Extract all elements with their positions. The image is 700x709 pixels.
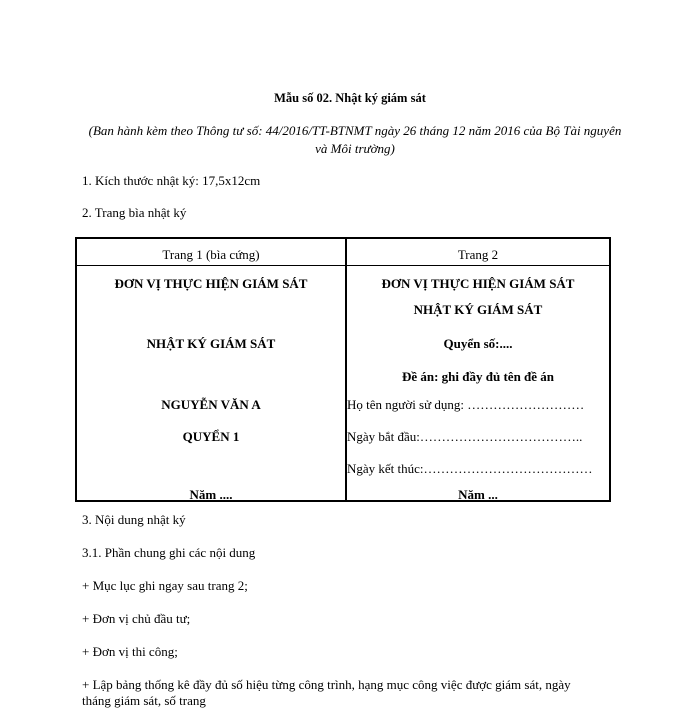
- cover-table: [75, 237, 611, 502]
- col2-person: Họ tên người sử dụng: ………………………: [347, 397, 585, 412]
- form-title: Mẫu số 02. Nhật ký giám sát: [274, 91, 426, 105]
- col2-header: Trang 2: [457, 247, 499, 262]
- col2-year: Năm ...: [458, 487, 498, 502]
- list-item: + Đơn vị chủ đầu tư;: [82, 611, 191, 626]
- section-1-size: 1. Kích thước nhật ký: 17,5x12cm: [82, 173, 261, 188]
- form-subtitle: (Ban hành kèm theo Thông tư số: 44/2016/TT-BTNMT ngày 26 tháng 12 năm 2016 của Bộ Tài nguyên và Môi trường): [88, 123, 622, 156]
- col1-volume: QUYỂN 1: [182, 429, 240, 444]
- col2-journal: NHẬT KÝ GIÁM SÁT: [413, 302, 543, 317]
- header-divider: [77, 265, 609, 266]
- col2-book-no: Quyển số:....: [443, 336, 513, 351]
- list-item: + Đơn vị thi công;: [82, 644, 178, 659]
- col2-unit: ĐƠN VỊ THỰC HIỆN GIÁM SÁT: [381, 276, 575, 291]
- col2-project: Đề án: ghi đầy đủ tên đề án: [401, 369, 555, 384]
- list-item: + Mục lục ghi ngay sau trang 2;: [82, 578, 248, 593]
- section-3-content: 3. Nội dung nhật ký: [82, 512, 186, 527]
- col1-header: Trang 1 (bìa cứng): [162, 247, 260, 262]
- col1-journal: NHẬT KÝ GIÁM SÁT: [146, 336, 276, 351]
- col1-name: NGUYỄN VĂN A: [161, 397, 261, 412]
- col1-year: Năm ....: [189, 487, 233, 502]
- list-item: + Lập bảng thống kê đầy đủ số hiệu từng công trình, hạng mục công việc được giám sát, ngày: [82, 677, 571, 692]
- section-2-cover: 2. Trang bìa nhật ký: [82, 205, 187, 220]
- col2-start-date: Ngày bắt đầu:………………………………..: [347, 429, 583, 444]
- section-3-1-general: 3.1. Phần chung ghi các nội dung: [82, 545, 256, 560]
- col1-unit: ĐƠN VỊ THỰC HIỆN GIÁM SÁT: [114, 276, 308, 291]
- col2-end-date: Ngày kết thúc:…………………………………: [347, 461, 593, 476]
- list-item: tháng giám sát, số trang: [82, 693, 206, 708]
